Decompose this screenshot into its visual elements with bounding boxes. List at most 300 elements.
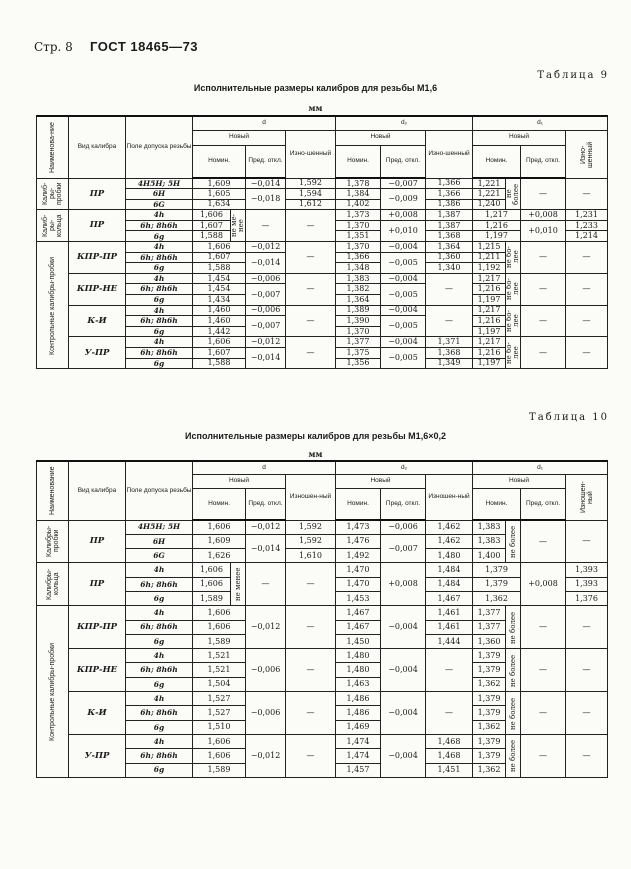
d1-nominal: 1,221 <box>473 189 506 200</box>
header-d-worn: Изно-шенный <box>286 130 336 178</box>
d-pred-cell: −0,014 <box>246 534 286 563</box>
d2-nominal: 1,377 <box>336 337 381 348</box>
d-limit-note <box>231 210 246 242</box>
gauge-category-text: Калибры-кольца <box>45 568 60 600</box>
d-nominal: 1,605 <box>193 189 246 200</box>
d2-worn-cell: 1,387 <box>426 220 473 231</box>
d2-nominal: 1,476 <box>336 534 381 548</box>
header-d: d <box>193 461 336 474</box>
tolerance-field: 4h <box>126 734 193 748</box>
header-name-text: Наименова-ние <box>49 121 56 173</box>
d2-worn-cell: 1,444 <box>426 634 473 648</box>
table-row <box>37 563 608 577</box>
d-nominal: 1,606 <box>193 577 231 591</box>
d1-nominal: 1,400 <box>473 549 506 563</box>
tolerance-field: 6g <box>126 326 193 337</box>
d2-worn-cell: 1,360 <box>426 252 473 263</box>
gauge-category-text: Контрольные калибры-пробки <box>49 256 56 355</box>
gauge-kind: К-И <box>69 305 126 337</box>
gauge-kind: ПР <box>69 520 126 563</box>
d-nominal: 1,588 <box>193 263 246 274</box>
d1-nominal: 1,362 <box>473 677 506 691</box>
d1-limit-note-text: не более <box>505 183 521 205</box>
gauge-category-text: Контрольные калибры-пробки <box>49 642 56 741</box>
d1-nominal: 1,383 <box>473 534 506 548</box>
header-kind: Вид калибра <box>69 116 126 178</box>
d1-nominal: 1,379 <box>473 692 506 706</box>
d1-limit-note <box>506 305 521 337</box>
d2-nominal: 1,473 <box>336 520 381 534</box>
d-pred-cell: −0,018 <box>246 189 286 210</box>
d2-pred-cell: −0,004 <box>381 734 426 777</box>
d-pred-cell: −0,012 <box>246 606 286 649</box>
d2-worn-cell: 1,368 <box>426 231 473 242</box>
d2-pred-cell: −0,005 <box>381 316 426 337</box>
d2-nominal: 1,480 <box>336 663 381 677</box>
gauge-kind: У-ПР <box>69 337 126 369</box>
d2-worn-cell: 1,467 <box>426 591 473 605</box>
d-nominal: 1,588 <box>193 231 231 242</box>
d1-nominal: 1,240 <box>473 199 506 210</box>
header-d1: d₁ <box>473 461 608 474</box>
d2-worn-cell: 1,349 <box>426 358 473 369</box>
header-d2: d₂ <box>336 461 473 474</box>
d1-limit-note-text: не бо-лее <box>505 278 521 301</box>
tolerance-field: 4h <box>126 563 193 577</box>
page-number: Стр. 8 <box>34 40 73 54</box>
d-nominal: 1,607 <box>193 348 246 359</box>
d-nominal: 1,589 <box>193 634 246 648</box>
d-worn-cell: — <box>286 649 336 692</box>
d2-nominal: 1,486 <box>336 706 381 720</box>
d1-nominal: 1,217 <box>473 337 506 348</box>
d-nominal: 1,589 <box>193 763 246 777</box>
d-nominal: 1,606 <box>193 620 246 634</box>
d-worn-cell: 1,592 <box>286 178 336 189</box>
d1-pred-cell: — <box>521 242 566 274</box>
gauge-kind: КПР-НЕ <box>69 649 126 692</box>
table-row <box>37 242 608 253</box>
d2-worn-cell: — <box>426 273 473 305</box>
d1-nominal: 1,216 <box>473 220 521 231</box>
d2-nominal: 1,390 <box>336 316 381 327</box>
d2-pred-cell: −0,004 <box>381 305 426 316</box>
d-nominal: 1,504 <box>193 677 246 691</box>
tolerance-field: 6G <box>126 199 193 210</box>
d2-nominal: 1,366 <box>336 252 381 263</box>
table-10-unit: мм <box>308 449 323 459</box>
tolerance-field: 4H5H; 5H <box>126 520 193 534</box>
header-d-nom: Номин. <box>193 145 246 178</box>
d2-nominal: 1,370 <box>336 242 381 253</box>
d1-nominal: 1,197 <box>473 358 506 369</box>
d-nominal: 1,606 <box>193 606 246 620</box>
table-header <box>37 461 608 520</box>
d1-nominal: 1,217 <box>473 210 521 221</box>
d2-nominal: 1,373 <box>336 210 381 221</box>
d-pred-cell: −0,012 <box>246 242 286 253</box>
d1-nominal: 1,197 <box>473 295 506 306</box>
d1-nominal: 1,379 <box>473 577 521 591</box>
d1-nominal: 1,216 <box>473 284 506 295</box>
d2-nominal: 1,467 <box>336 620 381 634</box>
table-row <box>37 649 608 663</box>
d2-pred-cell: −0,007 <box>381 534 426 563</box>
d2-worn-cell: 1,340 <box>426 263 473 274</box>
gauge-category <box>37 520 69 563</box>
header-d2-nom: Номин. <box>336 488 381 520</box>
gauge-kind: ПР <box>69 178 126 210</box>
d-worn-cell: — <box>286 606 336 649</box>
d-pred-cell: — <box>246 563 286 606</box>
d-worn-cell: 1,594 <box>286 189 336 200</box>
d2-worn-cell: — <box>426 692 473 735</box>
d1-nominal: 1,379 <box>473 649 506 663</box>
d2-nominal: 1,382 <box>336 284 381 295</box>
tolerance-field: 6h; 8h6h <box>126 749 193 763</box>
d1-pred-cell: +0,010 <box>521 220 566 241</box>
header-d2-nom: Номин. <box>336 145 381 178</box>
tolerance-field: 6h; 8h6h <box>126 220 193 231</box>
gauge-category <box>37 606 69 778</box>
d2-worn-cell: 1,371 <box>426 337 473 348</box>
d2-worn-cell: 1,468 <box>426 734 473 748</box>
d2-worn-cell: 1,480 <box>426 549 473 563</box>
tolerance-field: 6g <box>126 295 193 306</box>
d1-nominal: 1,197 <box>473 231 521 242</box>
header-d1-worn-text: Изношен-ный <box>579 481 594 513</box>
header-d1-nom: Номин. <box>473 145 521 178</box>
tolerance-field: 4h <box>126 242 193 253</box>
d-pred-cell: −0,006 <box>246 692 286 735</box>
table-10-number: Таблица 10 <box>529 412 609 423</box>
d2-pred-cell: −0,004 <box>381 242 426 253</box>
gauge-kind: ПР <box>69 210 126 242</box>
tolerance-field: 6h; 8h6h <box>126 620 193 634</box>
d-nominal: 1,626 <box>193 549 246 563</box>
d1-nominal: 1,362 <box>473 591 521 605</box>
d-nominal: 1,510 <box>193 720 246 734</box>
d2-nominal: 1,474 <box>336 749 381 763</box>
tolerance-field: 6G <box>126 549 193 563</box>
d1-limit-note-text: не более <box>508 696 517 730</box>
table-row <box>37 210 608 221</box>
d1-nominal: 1,379 <box>473 706 506 720</box>
tolerance-field: 4h <box>126 210 193 221</box>
header-d: d <box>193 116 336 130</box>
d2-nominal: 1,467 <box>336 606 381 620</box>
d-pred-cell: −0,006 <box>246 649 286 692</box>
d1-nominal: 1,383 <box>473 520 506 534</box>
d1-worn-cell: — <box>566 692 608 735</box>
table-9-title: Исполнительные размеры калибров для резьбы М1,6 <box>193 83 438 93</box>
d1-limit-note <box>506 178 521 210</box>
header-d-new: Новый <box>193 130 286 145</box>
gauge-category <box>37 178 69 210</box>
d-pred-cell: −0,014 <box>246 252 286 273</box>
d-worn-cell: 1,592 <box>286 520 336 534</box>
d1-limit-note-text: не более <box>508 654 517 687</box>
d1-limit-note-text: не бо-лее <box>505 246 521 269</box>
d1-pred-cell: +0,008 <box>521 563 566 606</box>
d1-worn-cell: — <box>566 273 608 305</box>
d1-pred-cell: — <box>521 178 566 210</box>
d2-worn-cell: 1,462 <box>426 520 473 534</box>
gauge-category <box>37 563 69 606</box>
d1-limit-note-text: не бо-лее <box>505 310 521 332</box>
d-pred-cell: −0,006 <box>246 305 286 316</box>
table-body <box>37 178 608 369</box>
table-row <box>37 692 608 706</box>
d2-pred-cell: −0,009 <box>381 189 426 210</box>
d-worn-cell: — <box>286 692 336 735</box>
d2-worn-cell: 1,366 <box>426 189 473 200</box>
gauge-kind: КПР-НЕ <box>69 273 126 305</box>
tolerance-field: 6h; 8h6h <box>126 252 193 263</box>
d2-nominal: 1,486 <box>336 692 381 706</box>
table-row <box>37 305 608 316</box>
d2-pred-cell: +0,008 <box>381 210 426 221</box>
d-nominal: 1,442 <box>193 326 246 337</box>
gauge-kind: К-И <box>69 692 126 735</box>
d1-worn-cell: 1,214 <box>566 231 608 242</box>
d-nominal: 1,606 <box>193 242 246 253</box>
header-d1-worn <box>566 474 608 520</box>
d2-nominal: 1,470 <box>336 563 381 577</box>
d2-pred-cell: −0,007 <box>381 178 426 189</box>
d2-pred-cell: −0,004 <box>381 606 426 649</box>
gauge-category-text: Калиб-ры-кольца <box>42 214 63 237</box>
d-worn-cell: 1,612 <box>286 199 336 210</box>
d-worn-cell: — <box>286 273 336 305</box>
d1-limit-note-text: не более <box>508 525 517 558</box>
d1-worn-cell: — <box>566 242 608 274</box>
d2-pred-cell: −0,004 <box>381 337 426 348</box>
d2-nominal: 1,469 <box>336 720 381 734</box>
d1-nominal: 1,362 <box>473 763 506 777</box>
tolerance-field: 4h <box>126 337 193 348</box>
d2-nominal: 1,457 <box>336 763 381 777</box>
d-limit-note <box>231 563 246 606</box>
d2-pred-cell: −0,004 <box>381 692 426 735</box>
header-row <box>37 116 608 130</box>
tolerance-field: 6g <box>126 591 193 605</box>
header-d1: d₁ <box>473 116 608 130</box>
d2-pred-cell: −0,005 <box>381 348 426 369</box>
d1-pred-cell: — <box>521 273 566 305</box>
d-nominal: 1,609 <box>193 534 246 548</box>
d-pred-cell: −0,012 <box>246 520 286 534</box>
d1-worn-cell: 1,233 <box>566 220 608 231</box>
d2-nominal: 1,348 <box>336 263 381 274</box>
d1-worn-cell: 1,393 <box>566 577 608 591</box>
d-worn-cell: — <box>286 563 336 606</box>
d1-limit-note <box>506 520 521 563</box>
d-worn-cell: 1,592 <box>286 534 336 548</box>
d2-worn-cell: 1,364 <box>426 242 473 253</box>
d1-limit-note <box>506 242 521 274</box>
d1-nominal: 1,211 <box>473 252 506 263</box>
gauge-kind: ПР <box>69 563 126 606</box>
d-worn-cell: — <box>286 242 336 274</box>
d1-limit-note-text: не более <box>508 739 517 772</box>
table-9 <box>36 115 608 369</box>
header-field: Поле допуска резьбы <box>126 116 193 178</box>
header-d2-worn: Изношен-ный <box>426 474 473 520</box>
table-row <box>37 734 608 748</box>
d2-nominal: 1,463 <box>336 677 381 691</box>
d2-pred-cell: −0,004 <box>381 649 426 692</box>
d1-worn-cell: 1,393 <box>566 563 608 577</box>
d1-nominal: 1,377 <box>473 606 506 620</box>
d-nominal: 1,607 <box>193 220 231 231</box>
header-d1-pred: Пред. откл. <box>521 488 566 520</box>
tolerance-field: 6g <box>126 763 193 777</box>
header-kind: Вид калибра <box>69 461 126 520</box>
d-nominal: 1,607 <box>193 252 246 263</box>
table-row <box>37 606 608 620</box>
d-nominal: 1,434 <box>193 295 246 306</box>
header-name-text: Наименование <box>49 466 56 516</box>
header-row <box>37 461 608 474</box>
tolerance-field: 6g <box>126 720 193 734</box>
gauge-kind: У-ПР <box>69 734 126 777</box>
d1-pred-cell: — <box>521 337 566 369</box>
d1-limit-note <box>506 273 521 305</box>
tolerance-field: 6g <box>126 231 193 242</box>
d-nominal: 1,634 <box>193 199 246 210</box>
d1-nominal: 1,360 <box>473 634 506 648</box>
d2-nominal: 1,453 <box>336 591 381 605</box>
header-field: Поле допуска резьбы <box>126 461 193 520</box>
d1-nominal: 1,192 <box>473 263 506 274</box>
d2-nominal: 1,474 <box>336 734 381 748</box>
d-nominal: 1,527 <box>193 706 246 720</box>
tolerance-field: 4h <box>126 305 193 316</box>
header-d1-new: Новый <box>473 130 566 145</box>
table-header <box>37 116 608 178</box>
d-pred-cell: −0,007 <box>246 284 286 305</box>
table-row <box>37 337 608 348</box>
gauge-kind: КПР-ПР <box>69 606 126 649</box>
d2-worn-cell: 1,462 <box>426 534 473 548</box>
d-pred-cell: −0,006 <box>246 273 286 284</box>
tolerance-field: 6h; 8h6h <box>126 348 193 359</box>
table-9-number: Таблица 9 <box>537 70 609 81</box>
gauge-category <box>37 210 69 242</box>
d2-nominal: 1,402 <box>336 199 381 210</box>
d-worn-cell: — <box>286 337 336 369</box>
header-d-pred: Пред. откл. <box>246 145 286 178</box>
d-worn-cell: — <box>286 305 336 337</box>
d-worn-cell: — <box>286 734 336 777</box>
d-nominal: 1,588 <box>193 358 246 369</box>
tolerance-field: 4h <box>126 692 193 706</box>
table-row <box>37 178 608 189</box>
d1-worn-cell: — <box>566 520 608 563</box>
tolerance-field: 6h; 8h6h <box>126 284 193 295</box>
d2-pred-cell: −0,006 <box>381 520 426 534</box>
table-10-title: Исполнительные размеры калибров для резьбы М1,6×0,2 <box>185 431 446 441</box>
d1-nominal: 1,217 <box>473 273 506 284</box>
tolerance-field: 6H <box>126 534 193 548</box>
d1-pred-cell: — <box>521 520 566 563</box>
tolerance-field: 4h <box>126 273 193 284</box>
d2-nominal: 1,364 <box>336 295 381 306</box>
header-d2-worn: Изно-шенный <box>426 130 473 178</box>
d2-nominal: 1,383 <box>336 273 381 284</box>
d-pred-cell: −0,014 <box>246 348 286 369</box>
d2-worn-cell: 1,468 <box>426 749 473 763</box>
header-d-worn: Изношен-ный <box>286 474 336 520</box>
d1-nominal: 1,379 <box>473 749 506 763</box>
gauge-category-text: Калибры-пробки <box>45 525 60 558</box>
d2-worn-cell: 1,368 <box>426 348 473 359</box>
d1-limit-note-text: не более <box>508 611 517 644</box>
d2-worn-cell: — <box>426 305 473 337</box>
table-row <box>37 520 608 534</box>
header-name <box>37 461 69 520</box>
d2-nominal: 1,492 <box>336 549 381 563</box>
d2-nominal: 1,384 <box>336 189 381 200</box>
standard-designation: ГОСТ 18465—73 <box>90 39 199 54</box>
header-d2-pred: Пред. откл. <box>381 488 426 520</box>
d1-nominal: 1,216 <box>473 348 506 359</box>
d2-pred-cell: +0,008 <box>381 563 426 606</box>
d1-limit-note <box>506 606 521 649</box>
tolerance-field: 6h; 8h6h <box>126 706 193 720</box>
d2-nominal: 1,375 <box>336 348 381 359</box>
d-nominal: 1,454 <box>193 273 246 284</box>
d2-worn-cell: 1,461 <box>426 620 473 634</box>
d1-pred-cell: — <box>521 692 566 735</box>
tolerance-field: 4h <box>126 649 193 663</box>
tolerance-field: 6h; 8h6h <box>126 577 193 591</box>
d2-nominal: 1,470 <box>336 577 381 591</box>
table-row <box>37 273 608 284</box>
d2-worn-cell: 1,366 <box>426 178 473 189</box>
d2-nominal: 1,389 <box>336 305 381 316</box>
d2-nominal: 1,370 <box>336 220 381 231</box>
d-pred-cell: −0,012 <box>246 337 286 348</box>
d2-worn-cell: 1,451 <box>426 763 473 777</box>
d-pred-cell: — <box>246 210 286 242</box>
tolerance-field: 6g <box>126 358 193 369</box>
header-d1-worn-text: Изно-шенный <box>579 140 594 168</box>
d-nominal: 1,606 <box>193 734 246 748</box>
tolerance-field: 4h <box>126 606 193 620</box>
d2-nominal: 1,450 <box>336 634 381 648</box>
d1-nominal: 1,379 <box>473 734 506 748</box>
d-nominal: 1,521 <box>193 649 246 663</box>
d-nominal: 1,606 <box>193 520 246 534</box>
d1-limit-note <box>506 337 521 369</box>
d-worn-cell: — <box>286 210 336 242</box>
d-limit-note-text: не менее <box>233 567 242 602</box>
d1-worn-cell: — <box>566 649 608 692</box>
d-nominal: 1,589 <box>193 591 231 605</box>
d1-limit-note-text: не бо-лее <box>505 341 521 364</box>
header-d2: d₂ <box>336 116 473 130</box>
d2-worn-cell: 1,484 <box>426 563 473 577</box>
d1-worn-cell: — <box>566 734 608 777</box>
header-name <box>37 116 69 178</box>
header-d1-nom: Номин. <box>473 488 521 520</box>
header-d1-worn <box>566 130 608 178</box>
d2-nominal: 1,356 <box>336 358 381 369</box>
tolerance-field: 6g <box>126 634 193 648</box>
d1-pred-cell: +0,008 <box>521 210 566 221</box>
